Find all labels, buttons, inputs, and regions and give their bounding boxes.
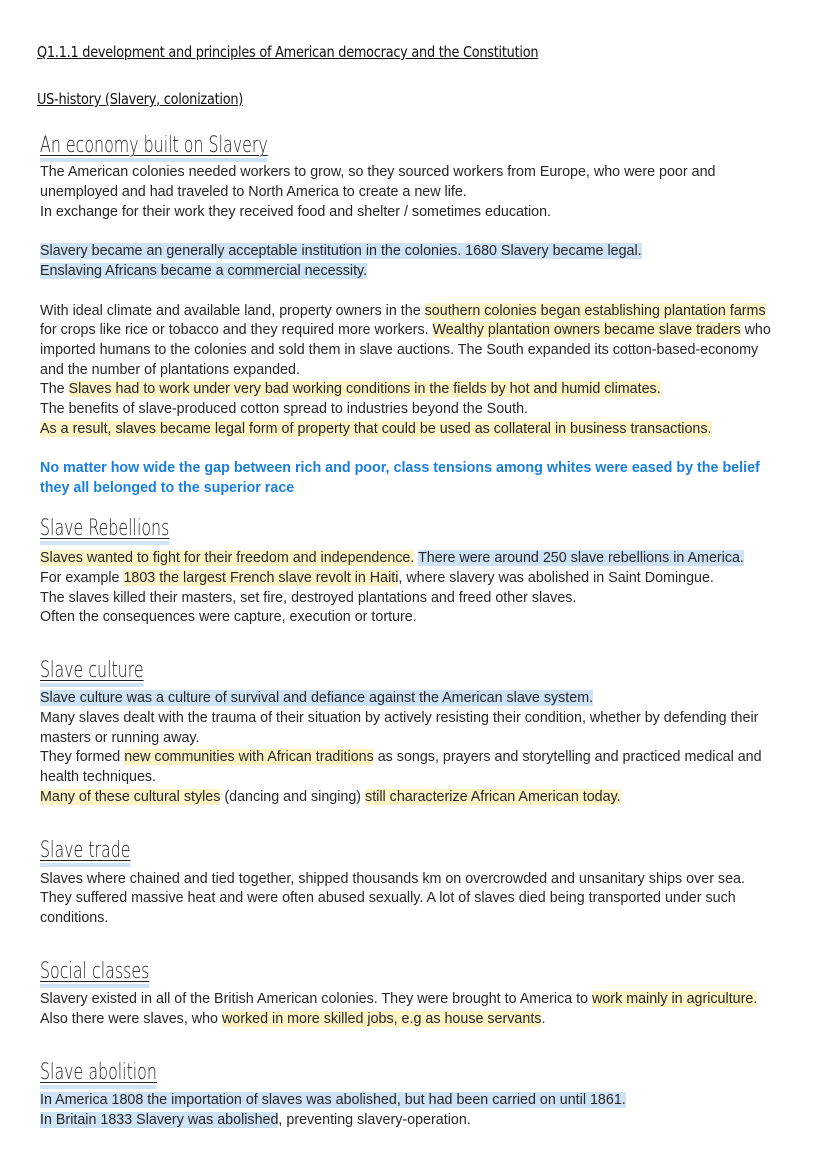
text-segment: and the number of plantations expanded.	[40, 362, 300, 378]
text-line	[40, 419, 712, 439]
text-line	[40, 908, 108, 928]
highlight-yellow: work mainly in agriculture.	[592, 991, 758, 1007]
text-line	[40, 588, 576, 608]
text-line	[40, 888, 736, 908]
text-segment: Slaves where chained and tied together, shipped thousands km on overcrowded and unsanitary ships over sea.	[40, 871, 745, 887]
text-segment: who	[740, 322, 771, 338]
highlight-yellow: southern colonies began establishing plantation farms	[424, 303, 766, 319]
section-heading: Slave trade	[40, 839, 131, 867]
highlight-yellow: Many of these cultural styles	[40, 789, 221, 805]
text-line	[40, 478, 294, 498]
text-segment: imported humans to the colonies and sold them in slave auctions. The South expanded its cotton-based-economy	[40, 342, 759, 358]
highlight-yellow: Slaves wanted to fight for their freedom and independence.	[40, 550, 415, 566]
text-line	[40, 568, 714, 588]
text-line	[40, 399, 528, 419]
highlight-blue: Slave culture was a culture of survival and defiance against the American slave system.	[40, 690, 594, 706]
text-line	[40, 787, 621, 807]
text-segment: The American colonies needed workers to grow, so they sourced workers from Europe, who were poor and	[40, 164, 716, 180]
text-line	[40, 241, 642, 261]
text-line	[40, 182, 467, 202]
text-segment: Often the consequences were capture, execution or torture.	[40, 609, 417, 625]
highlight-yellow: worked in more skilled jobs, e.g as house servants	[221, 1011, 542, 1027]
section-heading: Slave Rebellions	[40, 517, 169, 545]
text-segment: They suffered massive heat and were often abused sexually. A lot of slaves died being transported under such	[40, 890, 736, 906]
text-segment: (dancing and singing)	[220, 789, 366, 805]
highlight-yellow: Slaves had to work under very bad working conditions in the fields by hot and humid climates.	[68, 381, 661, 397]
text-line	[40, 1009, 545, 1029]
section-heading: Slave abolition	[40, 1061, 157, 1089]
highlight-yellow: Wealthy plantation owners became slave traders	[432, 322, 741, 338]
highlight-yellow: new communities with African traditions	[124, 749, 374, 765]
text-segment: , where slavery was abolished in Saint Domingue.	[398, 570, 714, 586]
highlight-blue: In America 1808 the importation of slaves was abolished, but had been carried on until 1861.	[40, 1092, 626, 1108]
text-segment: unemployed and had traveled to North America to create a new life.	[40, 184, 467, 200]
highlight-yellow: 1803 the largest French slave revolt in Haiti	[123, 570, 399, 586]
text-segment: Many slaves dealt with the trauma of their situation by actively resisting their condition, whether by defending their	[40, 710, 759, 726]
highlight-blue: Enslaving Africans became a commercial necessity.	[40, 263, 368, 279]
highlight-yellow: still characterize African American today.	[365, 789, 621, 805]
text-line	[40, 607, 417, 627]
text-line	[40, 340, 758, 360]
highlight-blue: There were around 250 slave rebellions in America.	[418, 550, 744, 566]
text-line	[40, 728, 199, 748]
text-segment: With ideal climate and available land, property owners in the	[40, 303, 425, 319]
highlight-blue: In Britain 1833 Slavery was abolished	[40, 1112, 279, 1128]
document-title: Q1.1.1 development and principles of American democracy and the Constitution	[37, 43, 539, 61]
text-segment: They formed	[40, 749, 125, 765]
text-line	[40, 202, 551, 222]
text-line	[40, 1090, 626, 1110]
highlight-blue: Slavery became an generally acceptable institution in the colonies. 1680 Slavery became legal.	[40, 243, 642, 259]
text-segment: The	[40, 381, 69, 397]
text-line	[40, 708, 758, 728]
text-segment: , preventing slavery-operation.	[278, 1112, 471, 1128]
text-line	[40, 458, 760, 478]
text-line	[40, 869, 745, 889]
text-line	[40, 320, 771, 340]
text-segment: .	[541, 1011, 546, 1027]
text-segment: The slaves killed their masters, set fire, destroyed plantations and freed other slaves.	[40, 590, 577, 606]
emphasis-text: they all belonged to the superior race	[40, 480, 295, 496]
section-heading: An economy built on Slavery	[40, 134, 268, 162]
text-line	[40, 548, 744, 568]
text-line	[40, 360, 300, 380]
text-line	[40, 767, 156, 787]
text-segment: for crops like rice or tobacco and they required more workers.	[40, 322, 433, 338]
text-line	[40, 688, 593, 708]
text-segment: The benefits of slave-produced cotton spread to industries beyond the South.	[40, 401, 528, 417]
text-line	[40, 379, 661, 399]
text-line	[40, 162, 715, 182]
text-segment: Also there were slaves, who	[40, 1011, 222, 1027]
text-line	[40, 301, 766, 321]
emphasis-text: No matter how wide the gap between rich and poor, class tensions among whites were eased by the belief	[40, 460, 760, 476]
highlight-yellow: As a result, slaves became legal form of property that could be used as collateral in business transactions.	[40, 421, 712, 437]
section-heading: Slave culture	[40, 659, 144, 687]
text-segment: For example	[40, 570, 124, 586]
text-line	[40, 747, 762, 767]
text-segment: masters or running away.	[40, 730, 200, 746]
text-segment: conditions.	[40, 910, 109, 926]
document-subtitle: US-history (Slavery, colonization)	[37, 90, 244, 108]
text-segment: as songs, prayers and storytelling and practiced medical and	[373, 749, 762, 765]
text-segment: In exchange for their work they received food and shelter / sometimes education.	[40, 204, 551, 220]
text-line	[40, 261, 367, 281]
section-heading: Social classes	[40, 960, 149, 988]
text-line	[40, 1110, 471, 1130]
text-segment: Slavery existed in all of the British American colonies. They were brought to America to	[40, 991, 593, 1007]
text-line	[40, 989, 757, 1009]
text-segment: health techniques.	[40, 769, 157, 785]
